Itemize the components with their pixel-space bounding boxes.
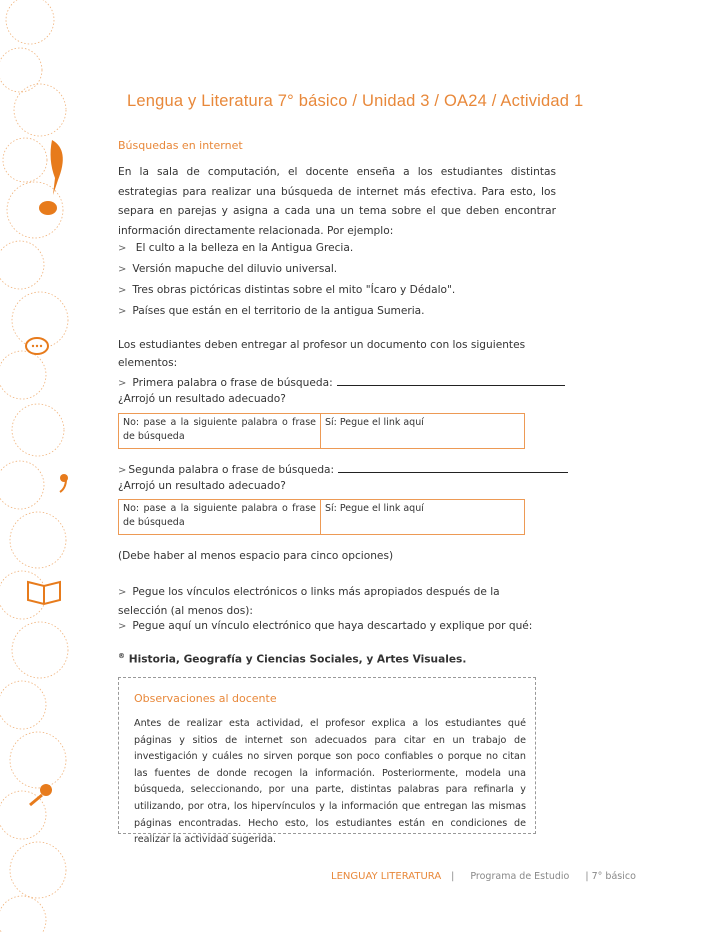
- no-option-cell: No: pase a la siguiente palabra o frase de búsqueda: [119, 500, 321, 535]
- footer-program: Programa de Estudio: [470, 871, 570, 882]
- result-question: ¿Arrojó un resultado adecuado?: [118, 480, 286, 492]
- observations-box: [118, 677, 536, 846]
- intro-paragraph: En la sala de computación, el docente enseña a los estudiantes distintas estrategias para realizar una búsqueda de internet más efectiva. Para esto, los separa en parejas y asigna a cada una un tema sobre el que deben encontrar información directamente relacionada. Por ejemplo:: [118, 166, 556, 237]
- page-footer: [331, 871, 636, 882]
- footer-separator: |: [451, 871, 455, 882]
- inkwell-icon: [39, 201, 57, 215]
- yes-option-cell[interactable]: Sí: Pegue el link aquí: [321, 500, 525, 535]
- answer-table-1: [118, 413, 525, 449]
- options-note: (Debe haber al menos espacio para cinco opciones): [118, 550, 394, 562]
- yes-option-cell[interactable]: Sí: Pegue el link aquí: [321, 414, 525, 449]
- answer-table-2: [118, 499, 525, 535]
- microphone-icon: [30, 784, 52, 805]
- discard-item: > Pegue aquí un vínculo electrónico que haya descartado y explique por qué:: [118, 620, 533, 632]
- first-search-field[interactable]: > Primera palabra o frase de búsqueda:: [118, 375, 565, 389]
- links-item: > Pegue los vínculos electrónicos o links más apropiados después de la selección (al menos dos):: [118, 586, 500, 617]
- example-item: > Tres obras pictóricas distintas sobre el mito "Ícaro y Dédalo".: [118, 284, 456, 296]
- example-item: > Países que están en el territorio de la antigua Sumeria.: [118, 305, 425, 317]
- second-search-field[interactable]: > Segunda palabra o frase de búsqueda:: [118, 462, 568, 476]
- book-icon: [28, 582, 60, 604]
- deliver-paragraph: Los estudiantes deben entregar al profesor un documento con los siguientes elementos:: [118, 339, 526, 369]
- observations-heading: Observaciones al docente: [134, 692, 277, 705]
- quill-icon: [51, 140, 63, 195]
- example-item: > Versión mapuche del diluvio universal.: [118, 263, 338, 275]
- observations-text: Antes de realizar esta actividad, el profesor explica a los estudiantes qué páginas y sitios de internet son adecuados para citar en un trabajo de investigación y cuáles no sirven porque son poco confiables o porque no citan las fuentes de donde recogen la información. Posteriormente, modela una búsqueda, seleccionando, por una parte, distintas palabras para refinarla y utilizando, por otra, los hipervínculos y la información que entregan las mismas páginas encontradas. Hecho esto, los estudiantes están en condiciones de realizar la actividad sugerida.: [134, 718, 526, 846]
- comma-icon: [60, 474, 68, 492]
- crossref-symbol: ®: [118, 652, 125, 660]
- first-search-blank[interactable]: [337, 375, 565, 386]
- second-search-blank[interactable]: [338, 462, 568, 473]
- example-item: > El culto a la belleza en la Antigua Grecia.: [118, 242, 354, 254]
- footer-grade: 7° básico: [591, 871, 636, 882]
- page-title: Lengua y Literatura 7° básico / Unidad 3 / OA24 / Actividad 1: [127, 92, 584, 110]
- no-option-cell: No: pase a la siguiente palabra o frase de búsqueda: [119, 414, 321, 449]
- footer-subject: LENGUAY LITERATURA: [331, 871, 442, 882]
- result-question: ¿Arrojó un resultado adecuado?: [118, 393, 286, 405]
- decorative-swirl-border: [0, 0, 80, 932]
- speech-bubble-icon: [26, 338, 48, 354]
- cross-reference: ® Historia, Geografía y Ciencias Sociales, y Artes Visuales.: [118, 652, 467, 666]
- section-heading: Búsquedas en internet: [118, 139, 243, 152]
- footer-separator: |: [585, 871, 589, 882]
